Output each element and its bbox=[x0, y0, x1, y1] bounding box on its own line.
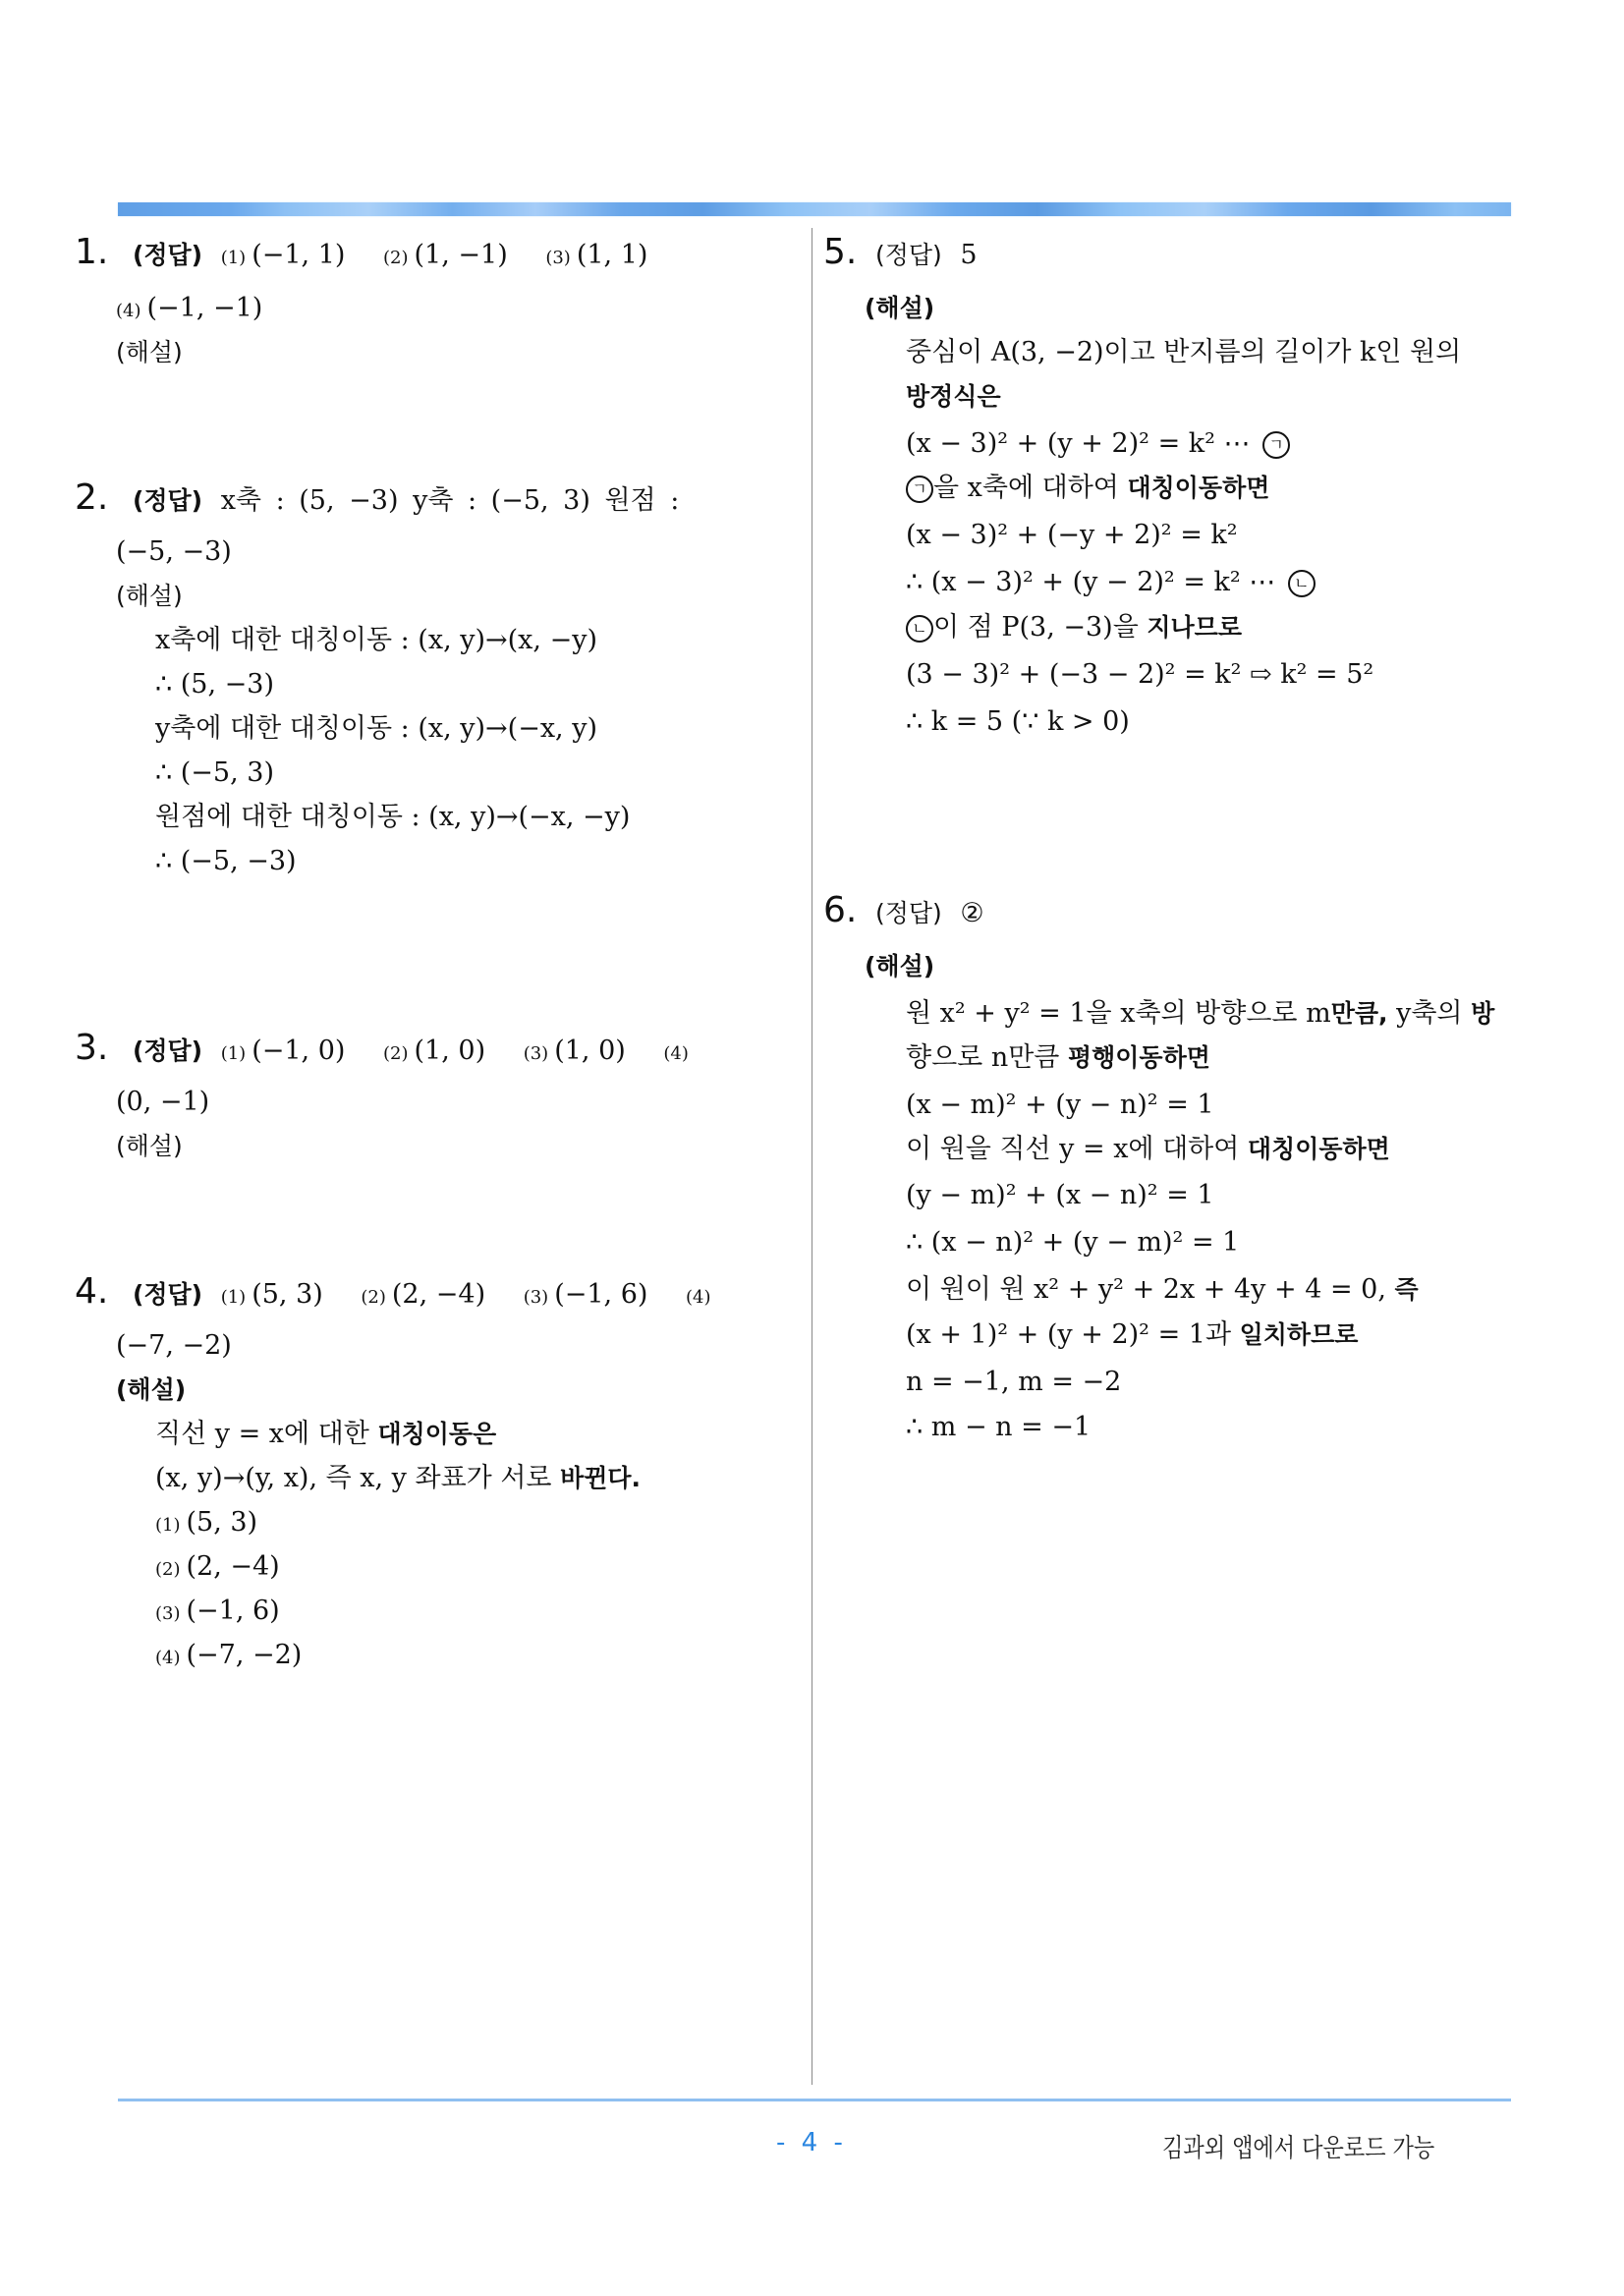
explanation-line bbox=[155, 624, 597, 657]
explanation-line bbox=[155, 801, 630, 834]
explanation-line bbox=[906, 1089, 1214, 1122]
problem-3-answer-line-2 bbox=[116, 1086, 209, 1119]
explanation-line bbox=[906, 566, 1316, 599]
explanation-line bbox=[906, 1411, 1091, 1444]
problem-2-answer-line-2 bbox=[116, 535, 232, 569]
answer-index: (3) bbox=[545, 248, 571, 268]
answer-value: (−5, −3) bbox=[116, 536, 232, 567]
answer-index: (4) bbox=[663, 1043, 689, 1064]
answer-index: (2) bbox=[383, 1043, 409, 1064]
item-index: (4) bbox=[155, 1648, 181, 1668]
explanation-line bbox=[906, 1133, 1390, 1166]
explanation-emphasis: 방 bbox=[1471, 999, 1495, 1028]
problem-4-answer-line bbox=[75, 1271, 717, 1315]
item-value: (−7, −2) bbox=[186, 1640, 303, 1670]
explanation-line bbox=[906, 1041, 1210, 1075]
explanation-line bbox=[906, 1273, 1419, 1307]
problem-3-answer-line bbox=[75, 1028, 695, 1071]
problem-number: 6. bbox=[823, 890, 858, 930]
explanation-label bbox=[116, 336, 183, 369]
explanation-line bbox=[906, 427, 1290, 461]
answer-value: (−1, 0) bbox=[252, 1036, 346, 1066]
answer-value: (1, 1) bbox=[576, 240, 648, 270]
problem-number: 3. bbox=[75, 1028, 109, 1068]
explanation-label bbox=[865, 950, 934, 983]
explanation-line bbox=[906, 472, 1269, 505]
answer-value: (−1, 1) bbox=[252, 240, 346, 270]
equation: ∴ (x − 3)² + (y − 2)² = k² ⋯ bbox=[906, 567, 1276, 597]
explanation-emphasis: 지나므로 bbox=[1147, 613, 1242, 642]
footer-download-note: 김과외 앱에서 다운로드 가능 bbox=[1162, 2134, 1435, 2163]
answer-value: (1, 0) bbox=[554, 1036, 626, 1066]
answer-label: (정답) bbox=[132, 1280, 203, 1309]
answer-value: 5 bbox=[960, 240, 978, 270]
explanation-line bbox=[155, 668, 274, 701]
explanation-text: y축의 bbox=[1387, 998, 1472, 1029]
explanation-line bbox=[155, 845, 297, 878]
answer-value: (0, −1) bbox=[116, 1087, 210, 1117]
explanation-label-text: (해설) bbox=[116, 1132, 183, 1160]
explanation-text: 이 점 P(3, −3)을 bbox=[933, 612, 1148, 643]
answer-value: (2, −4) bbox=[391, 1279, 486, 1310]
header-decorative-bar bbox=[118, 202, 1511, 216]
circled-nieun-marker: ㄴ bbox=[906, 615, 933, 643]
explanation-label bbox=[865, 292, 934, 325]
problem-1-answer-line bbox=[75, 232, 677, 275]
answer-value: (1, 0) bbox=[414, 1036, 486, 1066]
explanation-emphasis: 바뀐다. bbox=[560, 1464, 642, 1492]
explanation-text: (x, y)→(y, x), 즉 x, y 좌표가 서로 bbox=[155, 1463, 561, 1493]
explanation-label bbox=[116, 1130, 183, 1163]
answer-label: (정답) bbox=[132, 486, 203, 515]
explanation-line bbox=[155, 712, 597, 746]
answer-value: (1, −1) bbox=[414, 240, 508, 270]
explanation-label-text: (해설) bbox=[865, 952, 935, 980]
equation: n = −1, m = −2 bbox=[906, 1367, 1122, 1397]
answer-index: (4) bbox=[686, 1287, 711, 1308]
explanation-line bbox=[906, 519, 1238, 552]
item-value: (5, 3) bbox=[186, 1507, 258, 1538]
explanation-text: y축에 대한 대칭이동 : (x, y)→(−x, y) bbox=[155, 713, 598, 744]
explanation-item bbox=[155, 1639, 302, 1675]
problem-number: 2. bbox=[75, 477, 109, 518]
explanation-item bbox=[155, 1550, 280, 1587]
conclusion: ∴ k = 5 (∵ k > 0) bbox=[906, 706, 1130, 737]
explanation-emphasis: 대칭이동하면 bbox=[1127, 474, 1270, 502]
explanation-label bbox=[116, 1373, 186, 1407]
explanation-emphasis: 대칭이동하면 bbox=[1247, 1135, 1390, 1163]
answer-label: (정답) bbox=[132, 1036, 203, 1065]
answer-value: (−1, −1) bbox=[146, 293, 263, 323]
explanation-text: ∴ (5, −3) bbox=[155, 669, 274, 700]
problem-1-answer-line-2 bbox=[116, 292, 262, 328]
explanation-item bbox=[155, 1595, 280, 1631]
explanation-emphasis: 방정식은 bbox=[906, 382, 1001, 411]
answer-value: (5, 3) bbox=[252, 1279, 323, 1310]
explanation-text: 이 원을 직선 y = x에 대하여 bbox=[906, 1134, 1248, 1164]
explanation-label-text: (해설) bbox=[116, 338, 183, 366]
explanation-line bbox=[906, 611, 1242, 644]
page-number: - 4 - bbox=[776, 2128, 847, 2157]
explanation-line bbox=[155, 1418, 496, 1451]
circled-giyeok-marker: ㄱ bbox=[906, 476, 933, 503]
explanation-text: ∴ (−5, 3) bbox=[155, 757, 274, 788]
answer-index: (3) bbox=[523, 1043, 549, 1064]
explanation-item bbox=[155, 1506, 257, 1542]
explanation-line bbox=[155, 756, 274, 790]
footer-divider bbox=[118, 2099, 1511, 2101]
problem-4-answer-line-2 bbox=[116, 1329, 232, 1363]
answer-index: (1) bbox=[220, 1287, 247, 1308]
answer-label: (정답) bbox=[874, 899, 942, 927]
answer-index: (1) bbox=[220, 248, 247, 268]
equation: (x − 3)² + (y + 2)² = k² ⋯ bbox=[906, 428, 1251, 459]
explanation-line bbox=[906, 705, 1130, 739]
item-value: (2, −4) bbox=[186, 1551, 280, 1582]
explanation-line bbox=[906, 997, 1494, 1031]
equation: (y − m)² + (x − n)² = 1 bbox=[906, 1180, 1214, 1210]
explanation-text: 중심이 A(3, −2)이고 반지름의 길이가 k인 원의 bbox=[906, 337, 1462, 367]
item-index: (3) bbox=[155, 1603, 181, 1624]
explanation-text: 향으로 n만큼 bbox=[906, 1042, 1068, 1073]
item-index: (2) bbox=[155, 1559, 181, 1580]
explanation-emphasis: 평행이동하면 bbox=[1067, 1043, 1210, 1072]
explanation-line bbox=[906, 380, 1001, 414]
explanation-line bbox=[155, 1462, 641, 1495]
explanation-label-text: (해설) bbox=[116, 1375, 187, 1404]
explanation-emphasis: 즉 bbox=[1394, 1275, 1419, 1304]
problem-5-answer-line bbox=[823, 232, 978, 272]
explanation-text: 직선 y = x에 대한 bbox=[155, 1419, 378, 1449]
answer-index: (2) bbox=[361, 1287, 386, 1308]
problem-number: 5. bbox=[823, 232, 858, 272]
explanation-text: (x + 1)² + (y + 2)² = 1과 bbox=[906, 1319, 1240, 1350]
explanation-emphasis: 만큼, bbox=[1330, 999, 1388, 1028]
answer-index: (1) bbox=[220, 1043, 247, 1064]
equation: (x − m)² + (y − n)² = 1 bbox=[906, 1090, 1214, 1120]
equation: ∴ (x − n)² + (y − m)² = 1 bbox=[906, 1227, 1240, 1258]
answer-index: (3) bbox=[523, 1287, 549, 1308]
explanation-text: ∴ (−5, −3) bbox=[155, 846, 297, 876]
explanation-label bbox=[116, 580, 183, 613]
explanation-line bbox=[906, 1226, 1239, 1260]
explanation-label-text: (해설) bbox=[865, 294, 935, 322]
answer-index: (4) bbox=[116, 301, 141, 321]
answer-value: x축 : (5, −3) y축 : (−5, 3) 원점 : bbox=[220, 485, 680, 516]
circled-giyeok-marker: ㄱ bbox=[1262, 431, 1290, 459]
answer-value: ② bbox=[960, 898, 984, 928]
problem-number: 4. bbox=[75, 1271, 109, 1312]
explanation-line bbox=[906, 658, 1373, 692]
explanation-text: 을 x축에 대하여 bbox=[933, 473, 1128, 503]
answer-value: (−1, 6) bbox=[554, 1279, 648, 1310]
item-value: (−1, 6) bbox=[186, 1596, 280, 1626]
answer-label: (정답) bbox=[874, 241, 942, 269]
problem-number: 1. bbox=[75, 232, 109, 272]
problem-6-answer-line bbox=[823, 890, 984, 930]
explanation-text: 이 원이 원 x² + y² + 2x + 4y + 4 = 0, bbox=[906, 1274, 1395, 1305]
conclusion: ∴ m − n = −1 bbox=[906, 1412, 1092, 1442]
explanation-line bbox=[906, 336, 1461, 369]
explanation-line bbox=[906, 1179, 1214, 1212]
equation: (3 − 3)² + (−3 − 2)² = k² ⇨ k² = 5² bbox=[906, 659, 1374, 690]
problem-2-answer-line bbox=[75, 477, 680, 518]
explanation-text: 원 x² + y² = 1을 x축의 방향으로 m bbox=[906, 998, 1331, 1029]
explanation-emphasis: 일치하므로 bbox=[1239, 1320, 1359, 1349]
item-index: (1) bbox=[155, 1515, 181, 1536]
explanation-line bbox=[906, 1318, 1358, 1352]
explanation-label-text: (해설) bbox=[116, 582, 183, 610]
circled-nieun-marker: ㄴ bbox=[1288, 570, 1316, 597]
answer-index: (2) bbox=[383, 248, 409, 268]
explanation-text: x축에 대한 대칭이동 : (x, y)→(x, −y) bbox=[155, 625, 597, 655]
explanation-line bbox=[906, 1366, 1121, 1399]
answer-label: (정답) bbox=[132, 241, 203, 269]
answer-value: (−7, −2) bbox=[116, 1330, 232, 1361]
explanation-emphasis: 대칭이동은 bbox=[377, 1420, 497, 1448]
equation: (x − 3)² + (−y + 2)² = k² bbox=[906, 520, 1238, 550]
explanation-text: 원점에 대한 대칭이동 : (x, y)→(−x, −y) bbox=[155, 802, 631, 832]
